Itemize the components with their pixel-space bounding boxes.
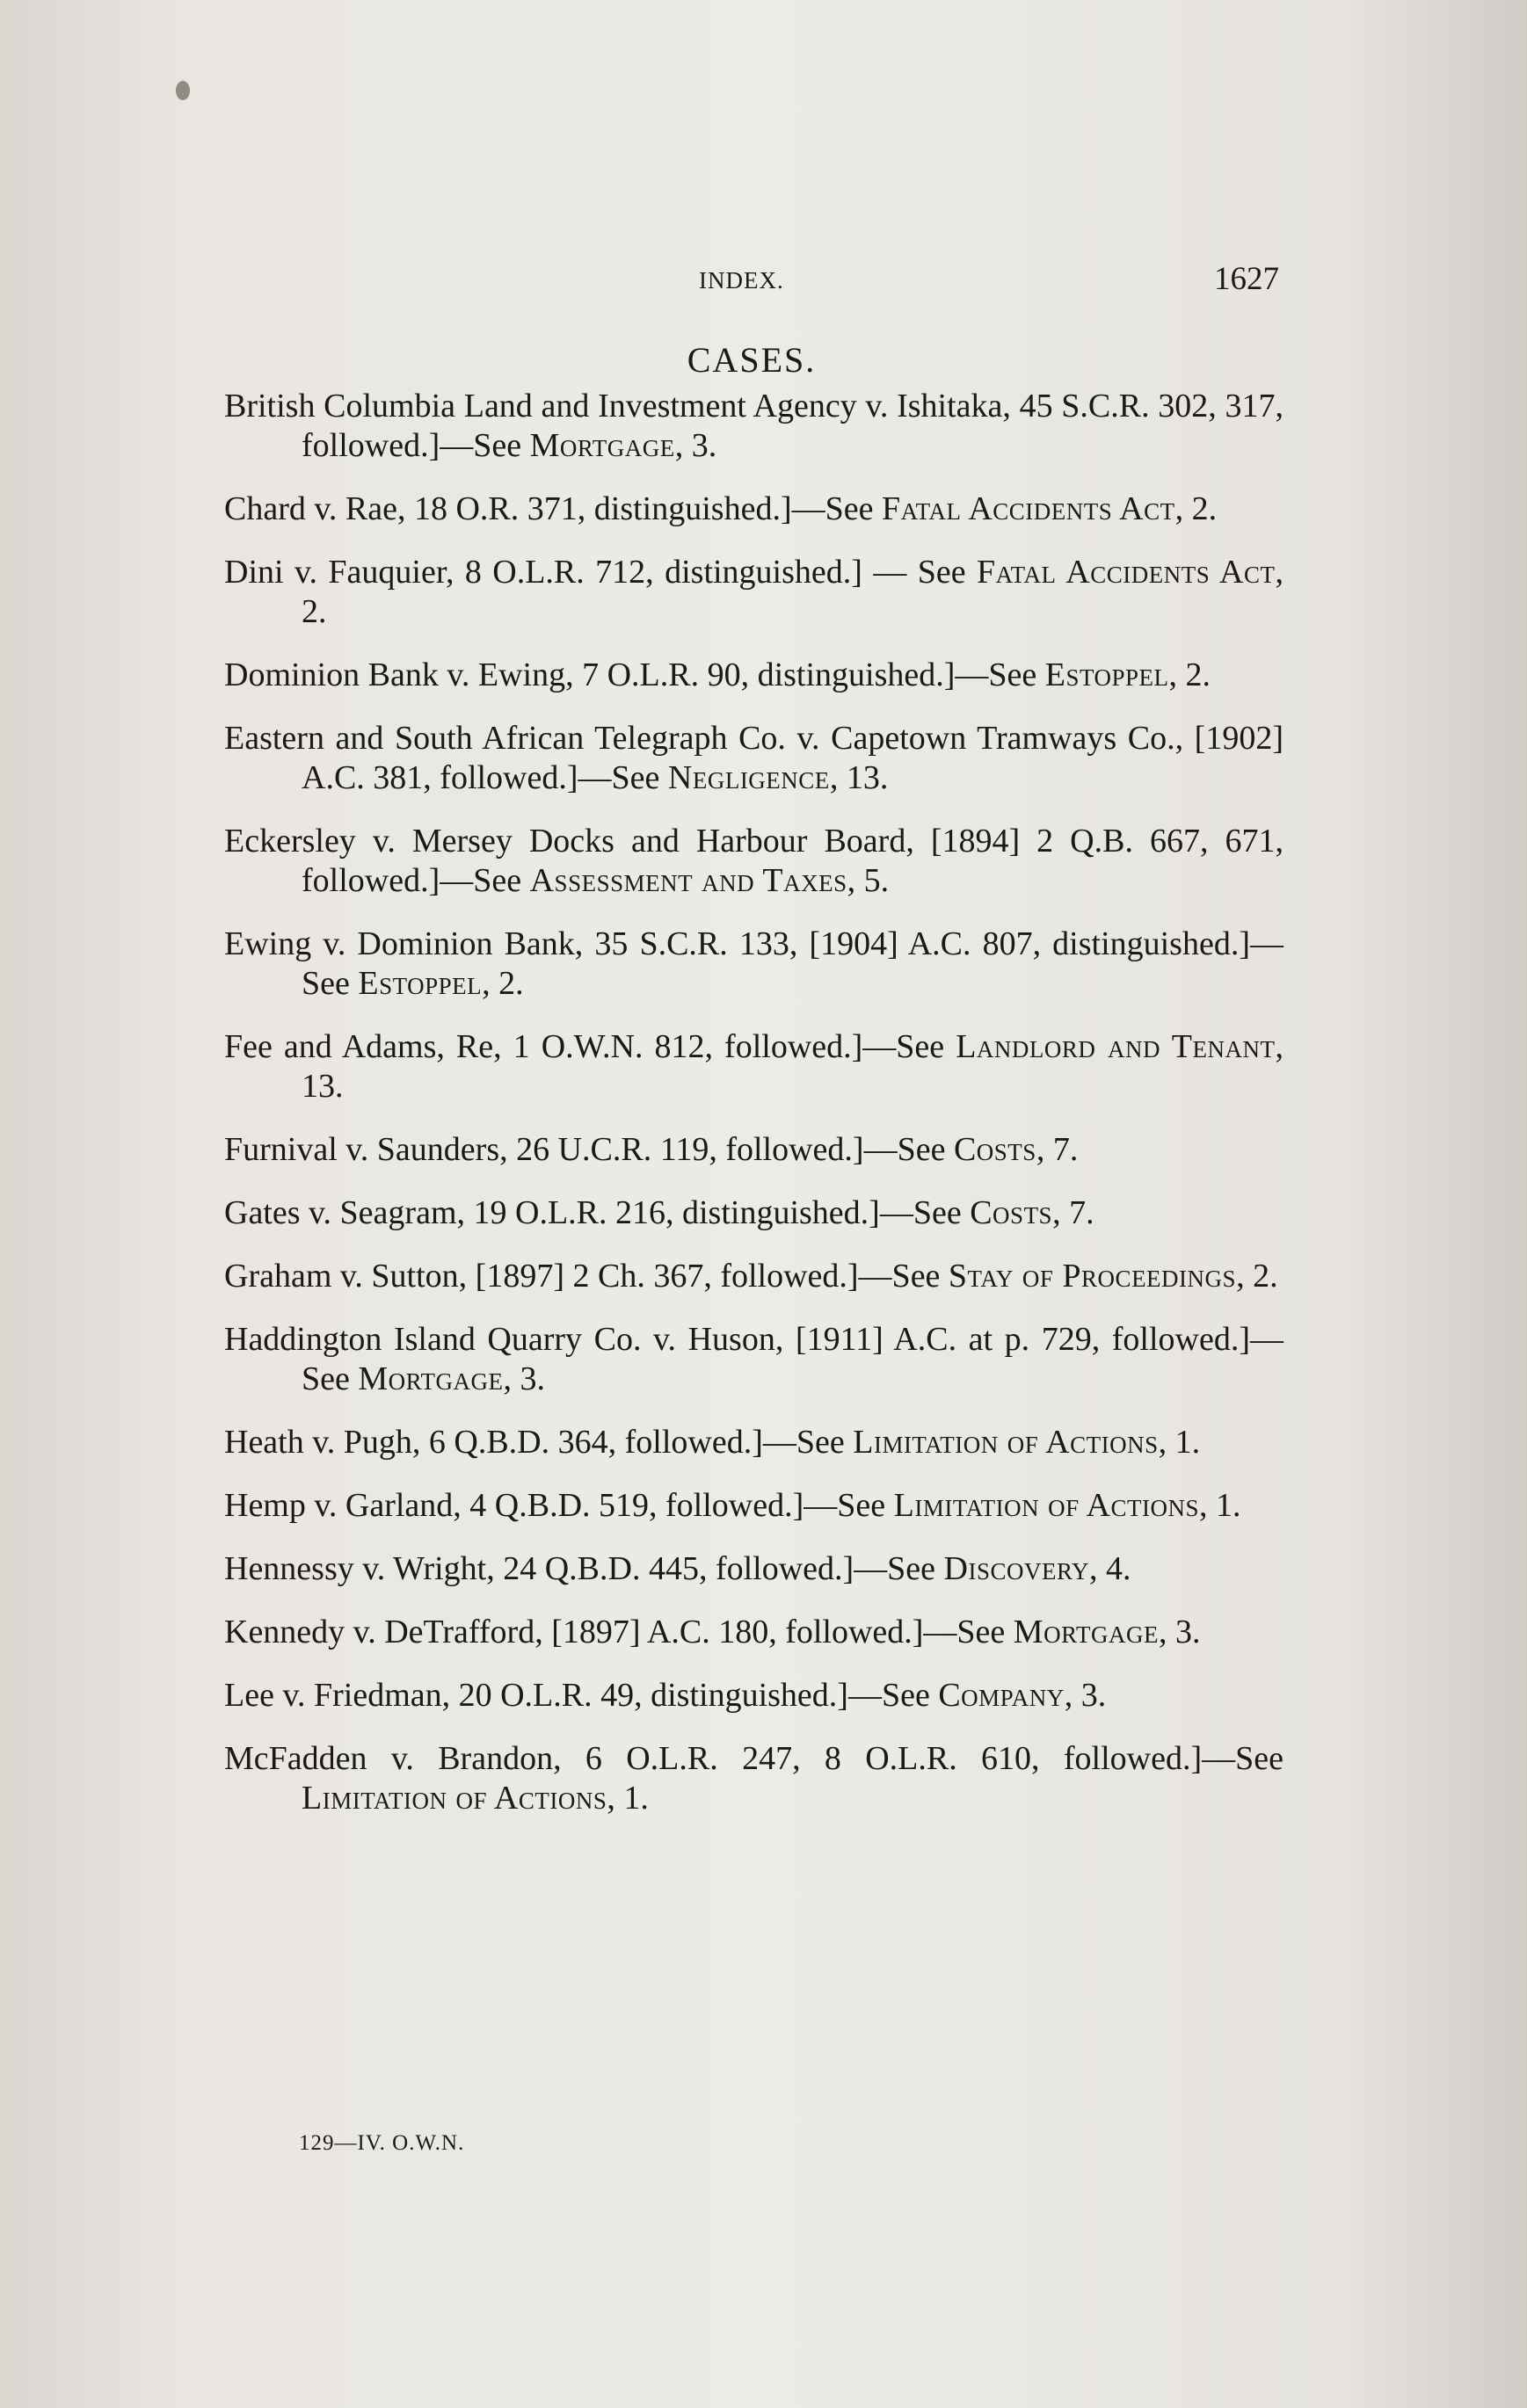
entry-see-topic: Limitation of Actions	[853, 1424, 1159, 1461]
entry-ref: , 7.	[1052, 1194, 1094, 1231]
entry-ref: , 13.	[302, 1028, 1283, 1105]
index-entry	[224, 822, 1283, 901]
entry-citation: Chard v. Rae, 18 O.R. 371, distinguished.]—See	[224, 490, 882, 527]
entry-see-topic: Assessment and Taxes	[529, 862, 847, 899]
entry-see-topic: Costs	[953, 1131, 1036, 1168]
entry-see-topic: Estoppel	[358, 965, 483, 1002]
index-entry	[224, 1486, 1283, 1526]
case-index-list	[224, 387, 1283, 1818]
entry-ref: , 7.	[1036, 1131, 1079, 1168]
entry-citation: Heath v. Pugh, 6 Q.B.D. 364, followed.]—See	[224, 1424, 854, 1461]
entry-see-topic: Negligence	[667, 759, 830, 796]
entry-citation: Lee v. Friedman, 20 O.L.R. 49, distinguished.]—See	[224, 1677, 939, 1714]
entry-ref: , 2.	[1236, 1258, 1278, 1295]
ink-blot	[176, 81, 190, 100]
entry-citation: British Columbia Land and Investment Agency v. Ishitaka, 45 S.C.R. 302, 317, followed.]—See	[224, 388, 1283, 464]
entry-citation: Fee and Adams, Re, 1 O.W.N. 812, followed.]—See	[224, 1028, 956, 1065]
entry-see-topic: Mortgage	[529, 427, 675, 464]
entry-ref: , 5.	[847, 862, 890, 899]
entry-ref: , 3.	[674, 427, 717, 464]
index-entry	[224, 490, 1283, 529]
page-number: 1627	[1214, 261, 1279, 297]
entry-ref: , 1.	[607, 1780, 649, 1817]
entry-see-topic: Estoppel	[1044, 656, 1169, 693]
index-entry	[224, 656, 1283, 695]
entry-see-topic: Limitation of Actions	[302, 1780, 607, 1817]
entry-citation: Kennedy v. DeTrafford, [1897] A.C. 180, followed.]—See	[224, 1614, 1014, 1650]
index-entry	[224, 925, 1283, 1004]
entry-citation: Dominion Bank v. Ewing, 7 O.L.R. 90, distinguished.]—See	[224, 656, 1045, 693]
entry-ref: , 2.	[1174, 490, 1218, 527]
entry-see-topic: Stay of Proceedings	[948, 1258, 1237, 1295]
entry-see-topic: Landlord and Tenant	[956, 1028, 1276, 1065]
entry-citation: Haddington Island Quarry Co. v. Huson, [1911] A.C. at p. 729, followed.]—See	[224, 1321, 1283, 1397]
entry-ref: , 1.	[1158, 1424, 1201, 1461]
index-entry	[224, 1613, 1283, 1652]
index-entry	[224, 1549, 1283, 1589]
running-header	[224, 260, 1279, 304]
entry-citation: Hennessy v. Wright, 24 Q.B.D. 445, followed.]—See	[224, 1550, 944, 1587]
entry-see-topic: Fatal Accidents Act	[881, 490, 1175, 527]
entry-citation: McFadden v. Brandon, 6 O.L.R. 247, 8 O.L.R. 610, followed.]—See	[224, 1740, 1283, 1777]
index-entry	[224, 1027, 1283, 1106]
index-entry	[224, 1130, 1283, 1170]
index-entry	[224, 719, 1283, 798]
entry-citation: Eastern and South African Telegraph Co. v. Capetown Tramways Co., [1902] A.C. 381, followed.]—See	[224, 720, 1283, 796]
index-entry	[224, 1676, 1283, 1715]
entry-ref: , 2.	[1168, 656, 1211, 693]
index-entry	[224, 1739, 1283, 1818]
entry-ref: , 4.	[1089, 1550, 1131, 1587]
entry-see-topic: Company	[938, 1677, 1065, 1714]
index-entry	[224, 387, 1283, 466]
entry-see-topic: Discovery	[943, 1550, 1090, 1587]
entry-see-topic: Fatal Accidents Act	[977, 554, 1276, 591]
entry-ref: , 2.	[302, 554, 1283, 630]
entry-see-topic: Mortgage	[1013, 1614, 1159, 1650]
entry-citation: Eckersley v. Mersey Docks and Harbour Board, [1894] 2 Q.B. 667, 671, followed.]—See	[224, 823, 1283, 899]
index-entry	[224, 1320, 1283, 1399]
entry-citation: Furnival v. Saunders, 26 U.C.R. 119, followed.]—See	[224, 1131, 954, 1168]
entry-citation: Ewing v. Dominion Bank, 35 S.C.R. 133, [1904] A.C. 807, distinguished.]—See	[224, 925, 1283, 1002]
signature-mark: 129—IV. O.W.N.	[299, 2131, 465, 2155]
entry-ref: , 3.	[1158, 1614, 1201, 1650]
index-entry	[224, 1193, 1283, 1233]
index-entry	[224, 1257, 1283, 1296]
section-title: CASES.	[687, 340, 817, 380]
header-title: INDEX.	[699, 267, 784, 294]
entry-citation: Dini v. Fauquier, 8 O.L.R. 712, distinguished.] — See	[224, 554, 978, 591]
index-entry	[224, 1423, 1283, 1462]
entry-ref: , 3.	[503, 1360, 546, 1397]
index-entry	[224, 553, 1283, 632]
entry-citation: Gates v. Seagram, 19 O.L.R. 216, distinguished.]—See	[224, 1194, 971, 1231]
entry-ref: , 1.	[1199, 1487, 1241, 1524]
entry-see-topic: Limitation of Actions	[893, 1487, 1200, 1524]
entry-ref: , 13.	[829, 759, 889, 796]
entry-ref: , 3.	[1064, 1677, 1107, 1714]
entry-citation: Hemp v. Garland, 4 Q.B.D. 519, followed.]—See	[224, 1487, 894, 1524]
entry-ref: , 2.	[482, 965, 524, 1002]
entry-see-topic: Costs	[970, 1194, 1053, 1231]
entry-citation: Graham v. Sutton, [1897] 2 Ch. 367, followed.]—See	[224, 1258, 949, 1295]
entry-see-topic: Mortgage	[358, 1360, 504, 1397]
